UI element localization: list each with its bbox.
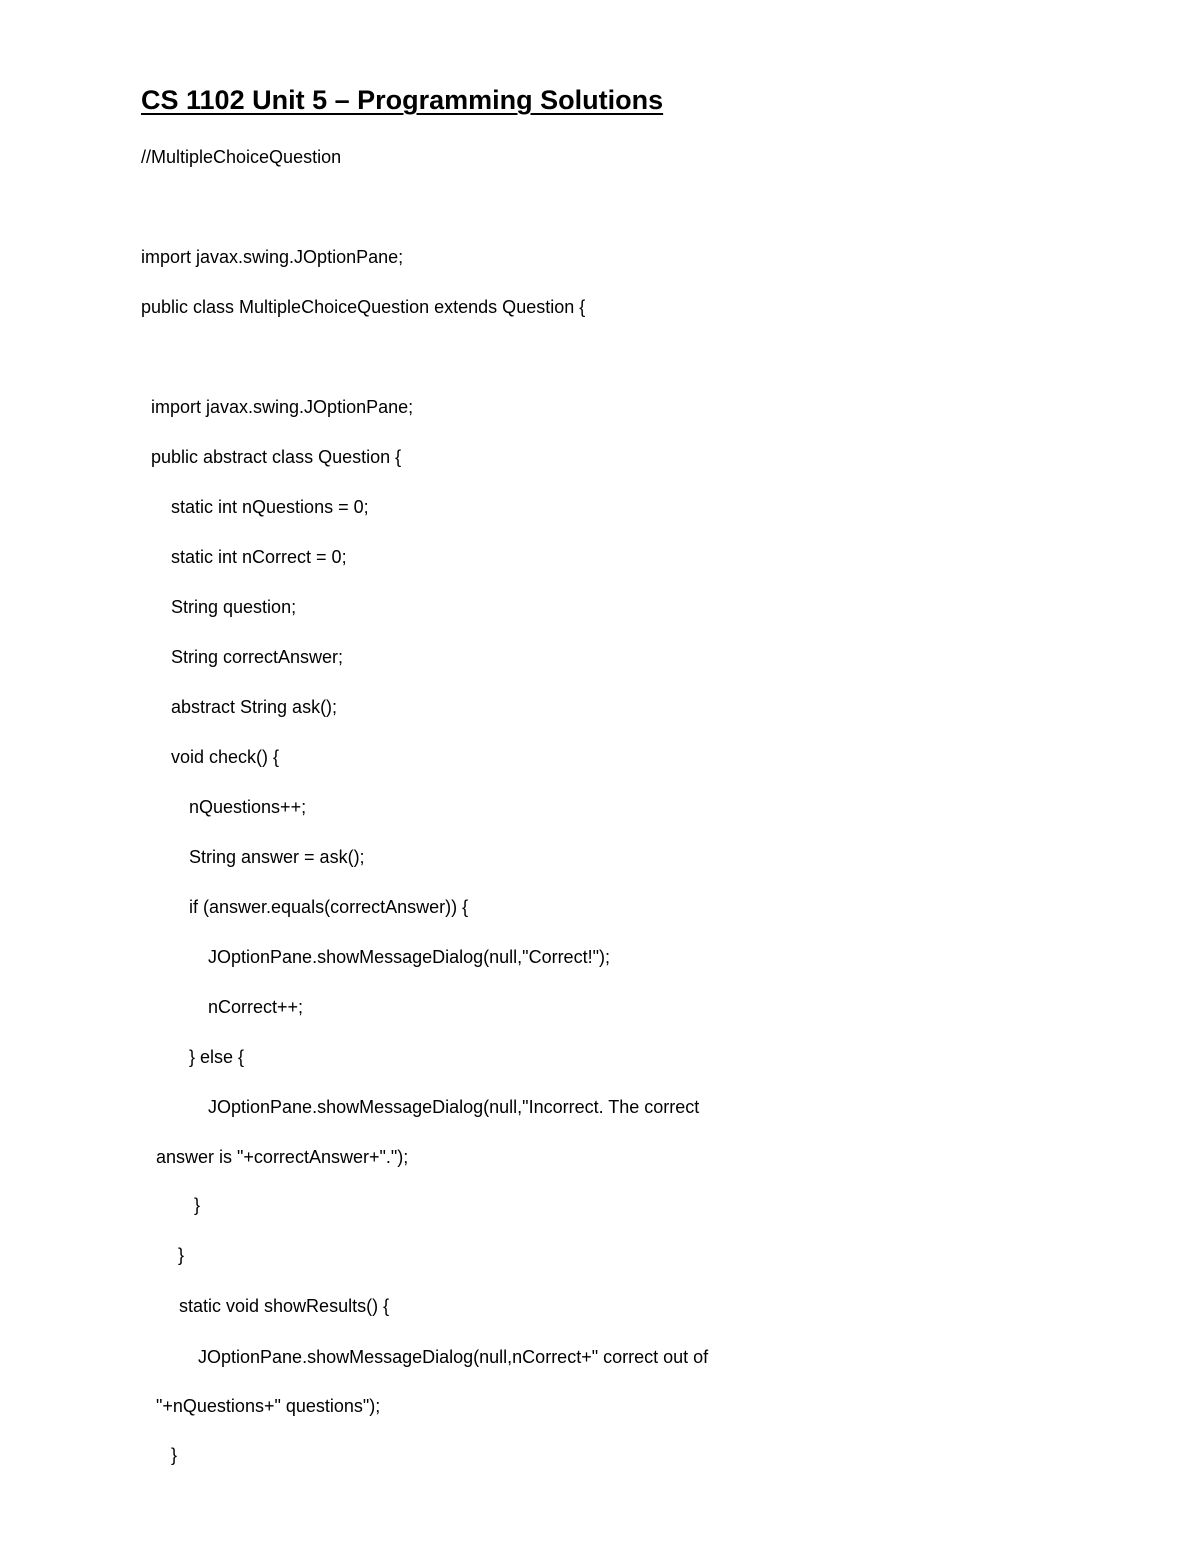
- code-line: public abstract class Question {: [151, 447, 402, 467]
- code-line: abstract String ask();: [171, 697, 338, 717]
- code-line: String answer = ask();: [189, 847, 365, 867]
- code-line: "+nQuestions+" questions");: [156, 1396, 381, 1416]
- code-line: JOptionPane.showMessageDialog(null,nCorrect+" correct out of: [198, 1347, 709, 1367]
- code-line: //MultipleChoiceQuestion: [141, 147, 342, 167]
- code-line: nQuestions++;: [189, 797, 307, 817]
- code-line: if (answer.equals(correctAnswer)) {: [189, 897, 469, 917]
- code-line: static int nCorrect = 0;: [171, 547, 347, 567]
- code-line: String correctAnswer;: [171, 647, 344, 667]
- code-line: answer is "+correctAnswer+".");: [156, 1147, 409, 1167]
- code-line: String question;: [171, 597, 297, 617]
- code-line: import javax.swing.JOptionPane;: [141, 247, 404, 267]
- code-line: JOptionPane.showMessageDialog(null,"Incorrect. The correct: [208, 1097, 700, 1117]
- code-line: } else {: [189, 1047, 245, 1067]
- code-line: void check() {: [171, 747, 280, 767]
- code-line: nCorrect++;: [208, 997, 304, 1017]
- code-line: public class MultipleChoiceQuestion extends Question {: [141, 297, 586, 317]
- code-line: }: [194, 1195, 201, 1215]
- code-line: static void showResults() {: [179, 1296, 390, 1316]
- code-line: }: [178, 1245, 185, 1265]
- document-title: CS 1102 Unit 5 – Programming Solutions: [141, 85, 664, 115]
- code-line: }: [171, 1445, 178, 1465]
- code-line: static int nQuestions = 0;: [171, 497, 369, 517]
- code-line: JOptionPane.showMessageDialog(null,"Correct!");: [208, 947, 610, 967]
- code-line: import javax.swing.JOptionPane;: [151, 397, 414, 417]
